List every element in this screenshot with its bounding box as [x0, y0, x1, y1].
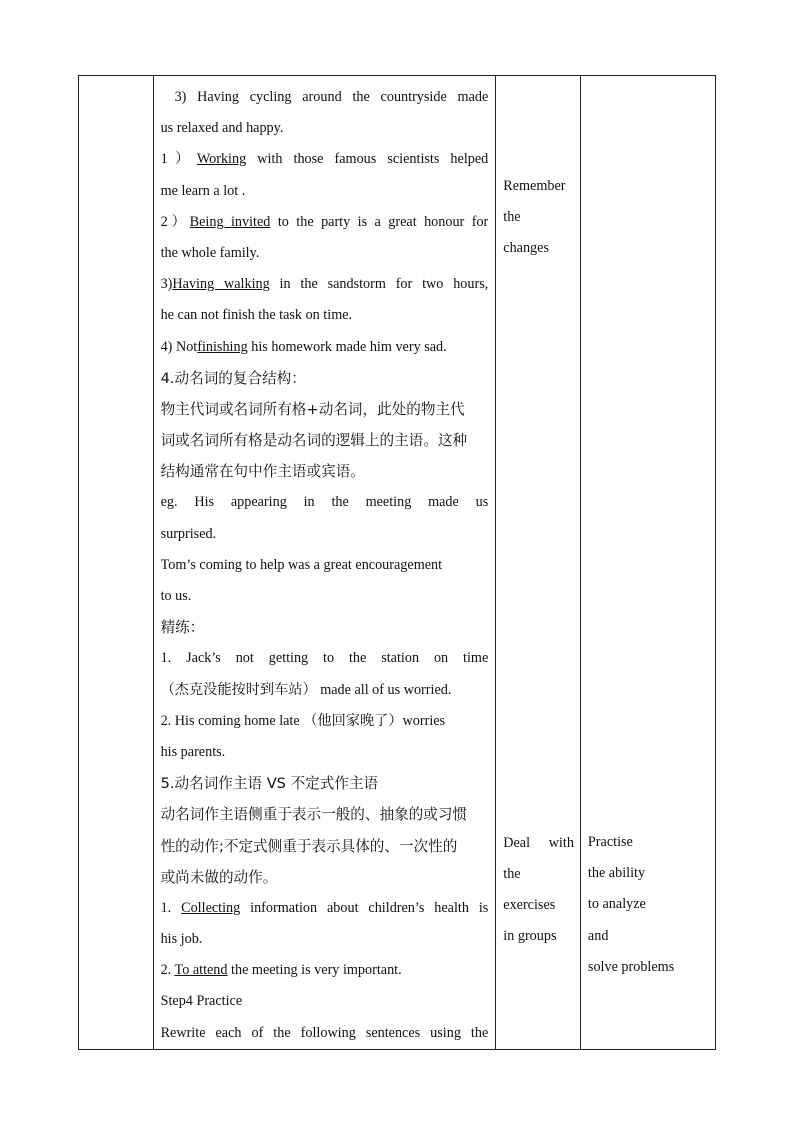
- text-line: me learn a lot .: [160, 182, 246, 199]
- activity-line: exercises: [503, 896, 556, 913]
- underlined-answer: Being invited: [189, 213, 271, 230]
- text-line: [161, 144, 489, 175]
- intention-line: solve problems: [587, 958, 675, 975]
- line-rest: information about children’s health is: [240, 899, 489, 916]
- section-heading: 5.动名词作主语 VS 不定式作主语: [160, 775, 379, 793]
- line-prefix: 1）: [160, 151, 197, 168]
- line-prefix: 2）: [160, 213, 190, 230]
- text-line: [161, 955, 489, 986]
- text-line: surprised.: [160, 525, 217, 542]
- text-line: [161, 269, 489, 300]
- teaching-content-cell: [153, 76, 496, 1050]
- text-line: 性的动作;不定式侧重于表示具体的、一次性的: [160, 837, 458, 855]
- activity-line: Deal with: [503, 834, 574, 851]
- intention-line: Practise: [587, 834, 633, 850]
- text-line: eg. His appearing in the meeting made us: [160, 494, 489, 511]
- text-line: he can not finish the task on time.: [160, 307, 353, 324]
- underlined-answer: Working: [196, 151, 247, 168]
- text-line: 2. His coming home late （他回家晚了）worries: [160, 712, 446, 729]
- text-line: Tom’s coming to help was a great encouragement: [160, 556, 443, 573]
- line-rest: to the party is a great honour for: [270, 213, 489, 230]
- line-rest: in the sandstorm for two hours,: [269, 276, 489, 293]
- step-heading: Step4 Practice: [160, 993, 243, 1010]
- intention-line: to analyze: [587, 896, 646, 913]
- section-heading: 4.动名词的复合结构：: [160, 369, 306, 387]
- line-prefix: 2.: [160, 962, 175, 979]
- text-line: [161, 207, 489, 238]
- line-rest: his homework made him very sad.: [247, 338, 447, 355]
- line-prefix: 3): [160, 276, 173, 293]
- student-activity-cell: [496, 76, 581, 1050]
- text-line: [161, 332, 489, 363]
- text-line: 结构通常在句中作主语或宾语。: [160, 463, 365, 481]
- underlined-answer: Having walking: [172, 276, 270, 293]
- text-line: 物主代词或名词所有格+动名词，此处的物主代: [160, 400, 465, 418]
- intention-line: and: [587, 927, 609, 944]
- design-intention-cell: [580, 76, 715, 1050]
- activity-line: changes: [503, 240, 549, 257]
- text-line: 1. Jack’s not getting to the station on time: [160, 650, 489, 667]
- line-rest: with those famous scientists helped: [246, 151, 489, 168]
- underlined-answer: Collecting: [181, 899, 241, 916]
- text-line: the whole family.: [160, 244, 260, 261]
- intention-line: the ability: [587, 865, 646, 882]
- table-row: [79, 76, 716, 1050]
- text-line: 动名词作主语侧重于表示一般的、抽象的或习惯: [160, 806, 468, 824]
- line-prefix: 4) Not: [160, 338, 198, 355]
- text-line: his job.: [160, 931, 203, 948]
- activity-line: in groups: [503, 928, 557, 945]
- text-line: 词或名词所有格是动名词的逻辑上的主语。这种: [160, 432, 468, 450]
- text-line: to us.: [160, 588, 192, 604]
- line-rest: the meeting is very important.: [227, 962, 402, 979]
- text-line: his parents.: [160, 743, 226, 760]
- blank-cell: [79, 76, 154, 1050]
- text-line: 或尚未做的动作。: [160, 868, 278, 886]
- text-line: us relaxed and happy.: [160, 120, 284, 137]
- underlined-answer: finishing: [197, 338, 248, 355]
- text-line: （杰克没能按时到车站） made all of us worried.: [160, 681, 452, 698]
- text-line: Rewrite each of the following sentences using the: [160, 1024, 489, 1041]
- activity-line: the: [503, 865, 521, 882]
- activity-line: the: [503, 209, 521, 226]
- text-line: 3) Having cycling around the countryside made: [174, 89, 489, 105]
- line-prefix: 1.: [160, 899, 182, 916]
- section-heading: 精练：: [160, 619, 205, 637]
- underlined-answer: To attend: [174, 962, 228, 979]
- activity-line: Remember: [503, 178, 566, 194]
- text-line: [161, 893, 489, 924]
- lesson-plan-table: [78, 75, 716, 1050]
